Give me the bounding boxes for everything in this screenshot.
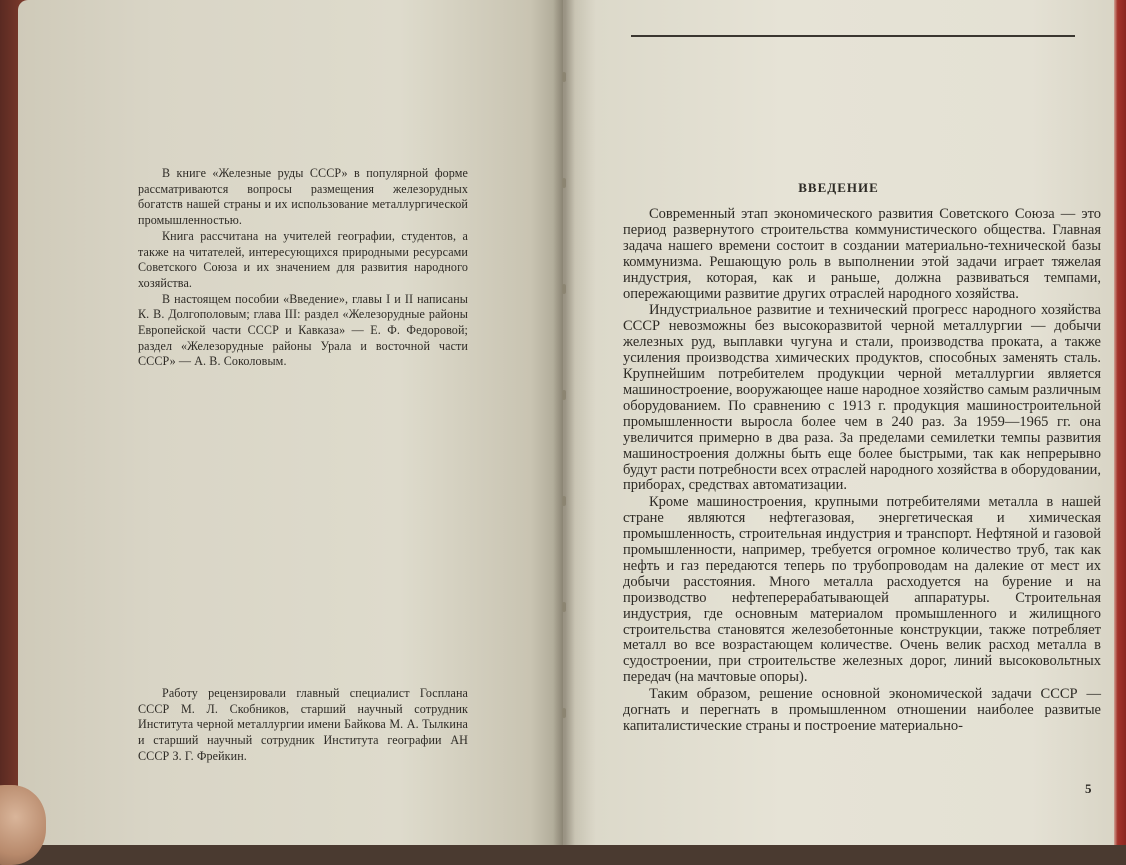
binding-stitch <box>562 390 566 400</box>
binding-stitch <box>562 72 566 82</box>
annotation-paragraph: В настоящем пособии «Введение», главы I и II написаны К. В. Долгополовым; глава III: раздел «Железорудные районы Европейской части СССР и Кавказа» — Е. Ф. Федоровой; раздел «Железорудные районы Урала и восточной части СССР» — А. В. Соколовым. <box>138 291 468 369</box>
reviewers-text: Работу рецензировали главный специалист Госплана СССР М. Л. Скобников, старший научный сотрудник Института черной металлургии имени Байкова М. А. Тылкина и старший научный сотрудник Института географии АН СССР З. Г. Фрейкин. <box>138 686 468 763</box>
annotation-paragraph: Книга рассчитана на учителей географии, студентов, а также на читателей, интересующихся природными ресурсами Советского Союза и их значением для развития народного хозяйства. <box>138 228 468 290</box>
body-paragraph: Таким образом, решение основной экономической задачи СССР — догнать и перегнать в промышленном отношении наиболее развитые капиталистические страны и построение материально- <box>623 686 1101 734</box>
binding-stitch <box>562 602 566 612</box>
binding-stitch <box>562 708 566 718</box>
right-page <box>563 0 1114 845</box>
header-rule <box>631 35 1075 37</box>
annotation-paragraph: В книге «Железные руды СССР» в популярной форме рассматриваются вопросы размещения железорудных богатств нашей страны и их использование металлургической промышленностью. <box>138 166 468 228</box>
page-number: 5 <box>1085 781 1092 796</box>
body-paragraph: Кроме машиностроения, крупными потребителями металла в нашей стране являются нефтегазовая, энергетическая и химическая промышленность, строительная индустрия и транспорт. Нефтяной и газовой промышленности, например, требуется огромное количество труб, так как нефть и газ передаются теперь по трубопроводам на далекие от мест их добычи расстояния. Много металла расходуется на бурение и на производство нефтеперерабатывающей аппаратуры. Строительная индустрия, где основным материалом промышленного и жилищного строительства становятся железобетонные конструкции, также потребляет металл во все возрастающем количестве. Очень велик расход металла в судостроении, при строительстве железных дорог, линий высоковольтных передач (на мачтовые опоры). <box>623 494 1101 686</box>
annotation-block <box>138 166 468 370</box>
body-paragraph: Современный этап экономического развития Советского Союза — это период развернутого строительства коммунистического общества. Главная задача нашего времени состоит в создании материально-технической базы коммунизма. Решающую роль в выполнении этой задачи играет тяжелая индустрия, которая, как и раньше, должна развиваться темпами, опережающими развитие других отраслей народного хозяйства. <box>623 206 1101 302</box>
body-text <box>623 207 1101 736</box>
chapter-heading: ВВЕДЕНИЕ <box>798 180 879 195</box>
reviewers-block <box>138 686 468 765</box>
left-page <box>18 0 563 845</box>
binding-stitch <box>562 496 566 506</box>
binding-stitch <box>562 178 566 188</box>
body-paragraph: Индустриальное развитие и технический прогресс народного хозяйства СССР невозможны без высокоразвитой черной металлургии — добычи железных руд, выплавки чугуна и стали, производства проката, а также усиления производства химических продуктов, способных заменять сталь. Крупнейшим потребителем продукции черной металлургии является машиностроение, вооружающее наше народное хозяйство самым различным оборудованием. По сравнению с 1913 г. продукция машиностроительной промышленности выросла более чем в 240 раз. За 1959—1965 гг. она увеличится примерно в два раза. За пределами семилетки темпы развития машиностроения должны быть еще более быстрыми, так как непрерывно будут расти потребности всех отраслей народного хозяйства в оборудовании, приборах, средствах автоматизации. <box>623 302 1101 494</box>
binding-stitch <box>562 284 566 294</box>
book-cover-right-edge <box>1112 0 1126 845</box>
